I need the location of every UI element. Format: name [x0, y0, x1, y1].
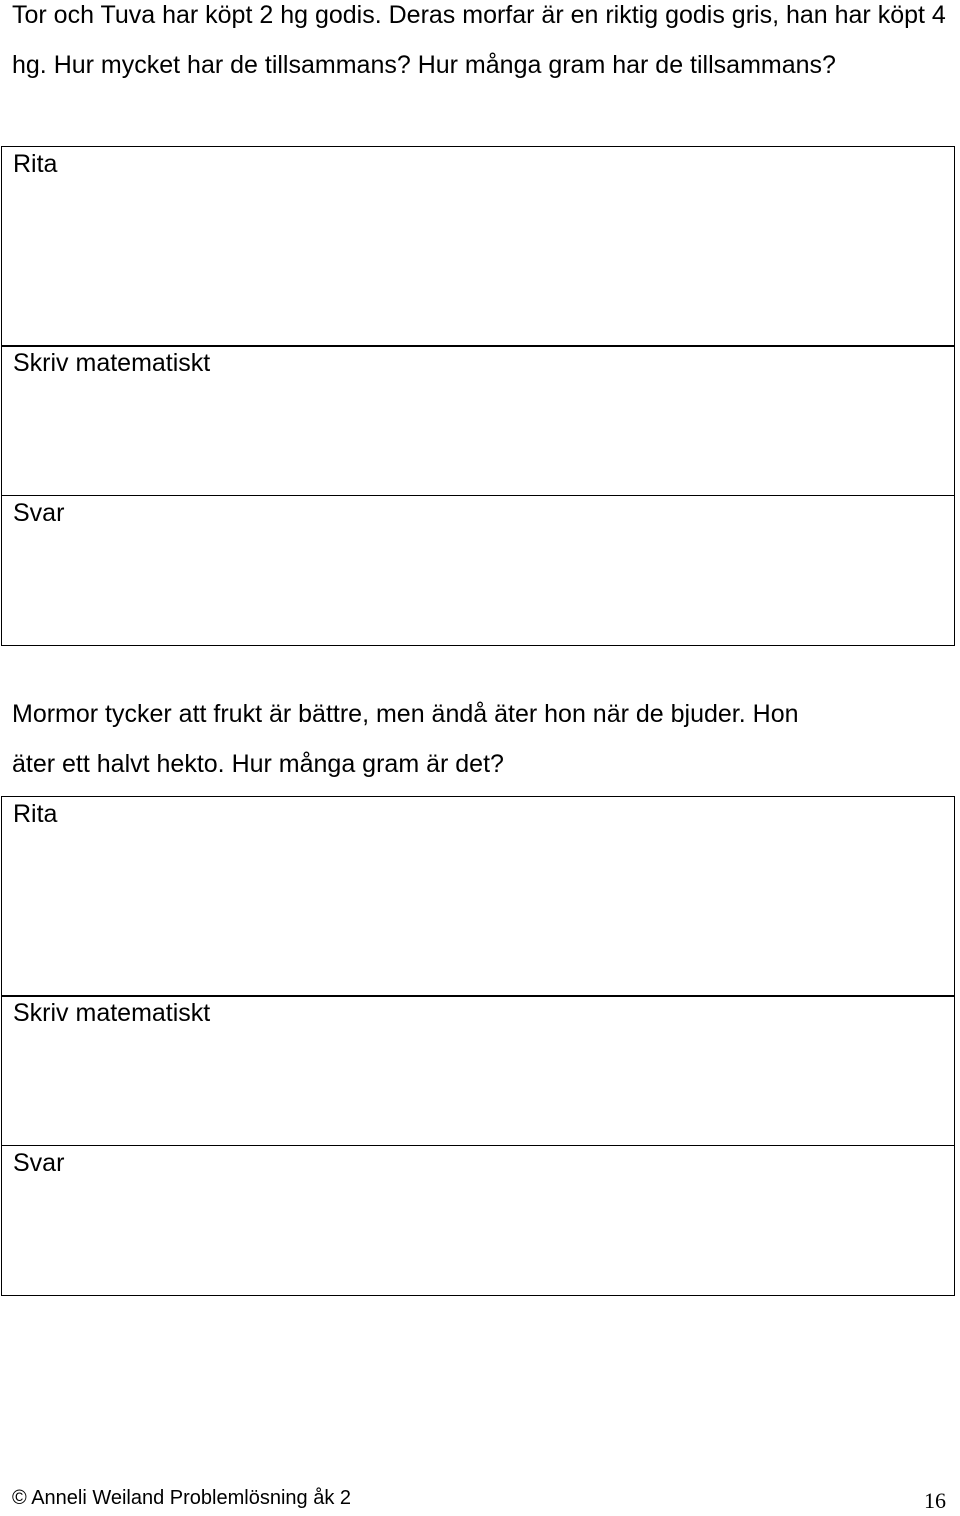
math-label: Skriv matematiskt — [13, 999, 211, 1027]
problem-1-answer-box[interactable] — [1, 495, 955, 646]
problem-2-math-box[interactable] — [1, 995, 955, 1146]
copyright-footer: © Anneli Weiland Problemlösning åk 2 — [12, 1487, 352, 1509]
draw-label: Rita — [13, 150, 58, 178]
math-label: Skriv matematiskt — [13, 349, 211, 377]
answer-label: Svar — [13, 499, 65, 527]
problem-1-math-box[interactable] — [1, 345, 955, 496]
answer-label: Svar — [13, 1149, 65, 1177]
problem-2-text-line-2: äter ett halvt hekto. Hur många gram är det? — [12, 750, 504, 778]
problem-2-text-line-1: Mormor tycker att frukt är bättre, men ändå äter hon när de bjuder. Hon — [12, 700, 799, 728]
problem-2-text — [12, 689, 952, 789]
problem-1-text: Tor och Tuva har köpt 2 hg godis. Deras morfar är en riktig godis gris, han har köpt 4 hg. Hur mycket har de tillsammans? Hur många gram har de tillsammans? — [12, 1, 946, 79]
draw-label: Rita — [13, 800, 58, 828]
page-number: 16 — [924, 1488, 946, 1513]
problem-2-answer-box[interactable] — [1, 1145, 955, 1296]
problem-1-draw-box[interactable] — [1, 146, 955, 347]
problem-2-draw-box[interactable] — [1, 796, 955, 997]
